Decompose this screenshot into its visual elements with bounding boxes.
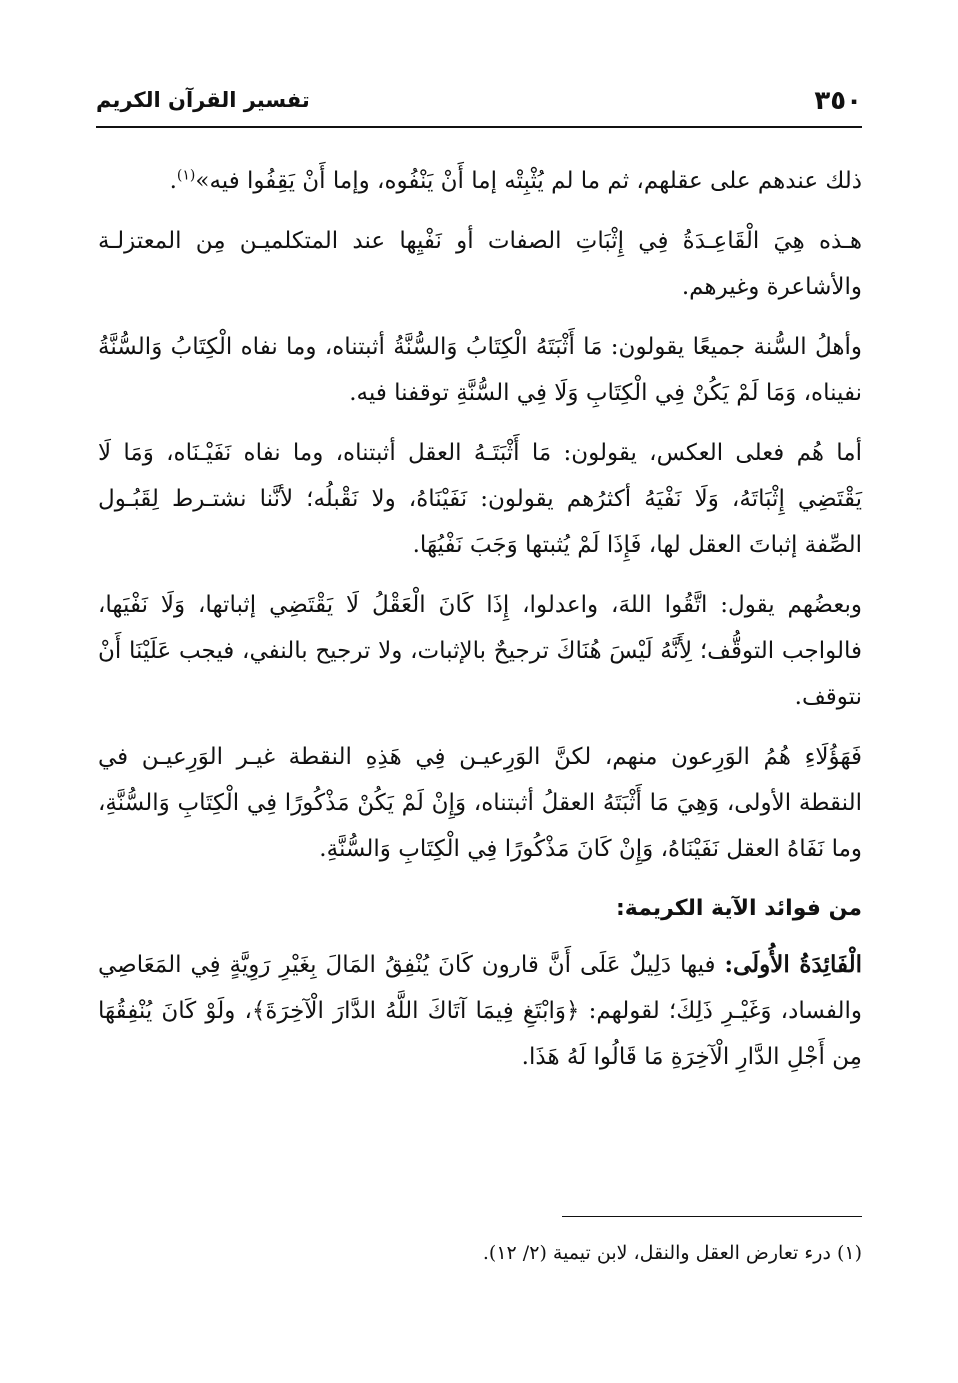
paragraph: فَهَؤُلَاءِ هُمُ الوَرِعون منهم، لكنَّ الوَرِعيـن فِي هَذِهِ النقطة غيـر الوَرِعيـن في النقطة الأولى، وَهِيَ مَا أَثْبَتَهُ العقلُ أثبتناه، وَإِنْ لَمْ يَكُنْ مَذْكُورًا فِي الْكِتَابِ وَالسُّنَّةِ، وما نَفَاهُ العقل نَفَيْنَاهُ، وَإِنْ كَانَ مَذْكُورًا فِي الْكِتَابِ وَالسُّنَّةِ. [98, 744, 862, 862]
body-text [98, 158, 862, 1094]
page-header [96, 84, 862, 124]
paragraph: وبعضُهم يقول: اتَّقُوا اللهَ، واعدلوا، إِذَا كَانَ الْعَقْلُ لَا يَقْتَضِي إثباتها، وَلَا نَفْيَها، فالواجب التوقُّف؛ لِأَنَّهُ لَيْسَ هُنَاكَ ترجيحٌ بالإثبات، ولا ترجيح بالنفي، فيجب عَلَيْنَا أَنْ نتوقف. [98, 592, 862, 710]
footnote-rule [562, 1216, 862, 1217]
paragraph-text: ذلك عندهم على عقلهم، ثم ما لم يُثْبِتْه إما أَنْ يَنْفُوه، وإما أَنْ يَقِفُوا فيه» [195, 168, 862, 194]
paragraph-tail: . [169, 168, 177, 194]
benefit-paragraph [98, 942, 862, 1080]
section-heading: من فوائد الآية الكريمة: [615, 896, 862, 921]
paragraph: أما هُم فعلى العكس، يقولون: مَا أَثْبَتَـهُ العقل أثبتناه، وما نفاه نَفَيْـنَاه، وَمَا لَا يَقْتَضِي إِثْبَاتَهُ، وَلَا نَفْيَهُ أكثرُهم يقولون: نَفَيْنَاهُ، ولا نَقْبلُه؛ لأنَّنا نشتـرط لِقَبُـول الصِّفة إثباتَ العقل لها، فَإِذَا لَمْ يُثبتها وَجَبَ نَفْيُهَا. [98, 440, 862, 558]
benefit-lead: الْفَائِدَةُ الأُولَى: [724, 951, 863, 978]
paragraph: وأهلُ السُّنة جميعًا يقولون: مَا أَثْبَتَهُ الْكِتَابُ وَالسُّنَّةُ أثبتناه، وما نفاه الْكِتَابُ وَالسُّنَّةُ نفيناه، وَمَا لَمْ يَكُنْ فِي الْكِتَابِ وَلَا فِي السُّنَّةِ توقفنا فيه. [98, 334, 862, 406]
footnote-reference: (١) [176, 167, 196, 184]
paragraph [98, 158, 862, 204]
page-number: ٣٥٠ [814, 86, 862, 116]
footnote: (١) درء تعارض العقل والنقل، لابن تيمية (٢/ ١٢). [482, 1242, 862, 1264]
benefit-text: فيها دَلِيلٌ عَلَى أَنَّ قارون كَانَ يُنْفِقُ المَالَ بِغَيْرِ رَوِيَّةٍ فِي المَعَاصِي والفساد، وَغَيْـرِ ذَلِكَ؛ لقولهم: ﴿وَابْتَغِ فِيمَا آتَاكَ اللَّهُ الدَّارَ الْآخِرَةَ﴾، ولَوْ كَانَ يُنْفِقُهَا مِن أَجْلِ الدَّارِ الْآخِرَةِ مَا قَالُوا لَهُ هَذَا. [98, 952, 862, 1070]
paragraph: هـذه هِيَ الْقَاعِـدَةُ فِي إِثْبَاتِ الصفات أو نَفْيِها عند المتكلميـن مِن المعتزلـة والأشاعرة وغيرهم. [98, 228, 862, 300]
header-rule [96, 126, 862, 128]
running-title: تفسير القرآن الكريم [96, 88, 310, 112]
